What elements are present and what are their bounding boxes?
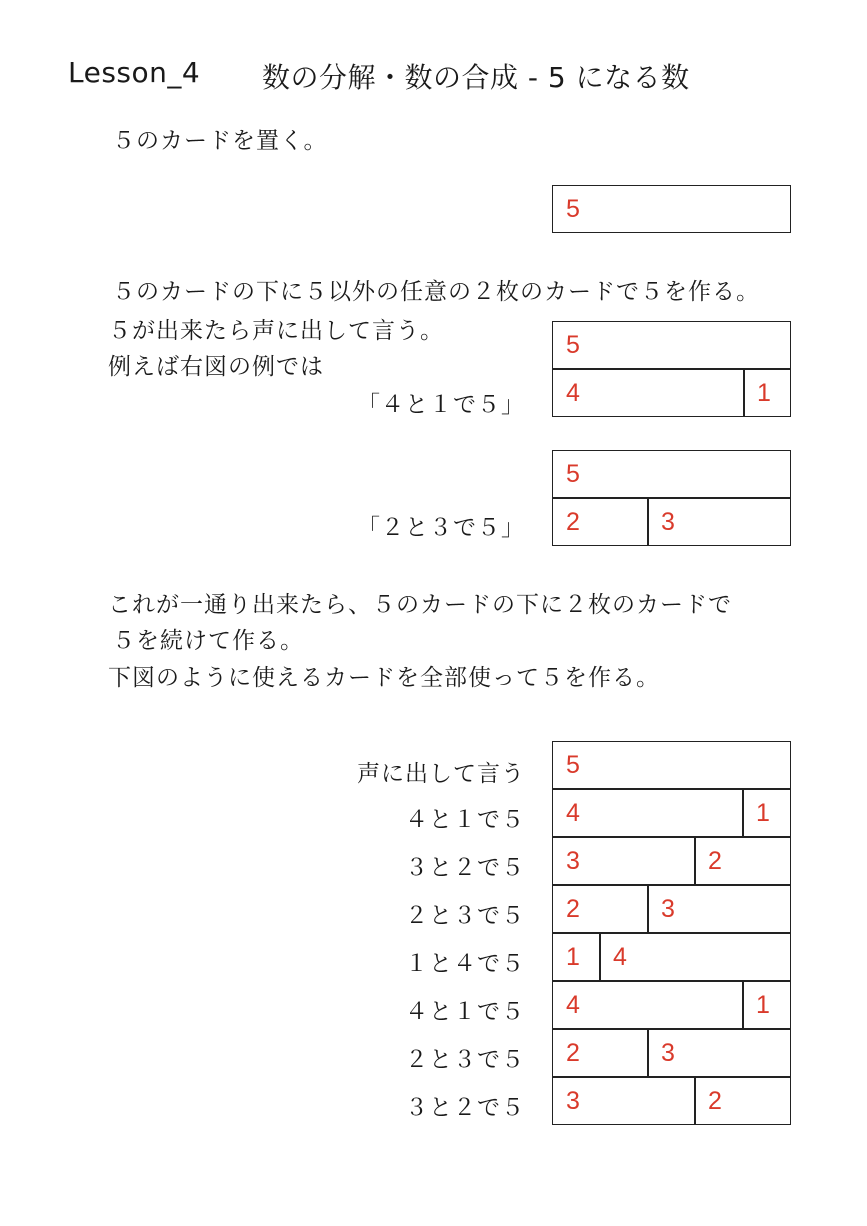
card-part-a: 2 [552, 885, 649, 933]
table-row [552, 837, 791, 885]
card-part-b: 2 [694, 837, 791, 885]
table-row [552, 1077, 791, 1125]
example2-say: 「２と３で５」 [357, 515, 525, 541]
card-part-b: 2 [694, 1077, 791, 1125]
card-part-b: 4 [599, 933, 791, 981]
table-row-say: ３と２で５ [405, 855, 525, 881]
card-part-a: 3 [552, 1077, 696, 1125]
card-part-a: 4 [552, 981, 744, 1029]
table-row-say: ４と１で５ [405, 999, 525, 1025]
step2-line-3: 例えば右図の例では [108, 354, 324, 380]
example2-top-card [552, 450, 791, 498]
table-row [552, 1029, 791, 1077]
step2-line-2: ５が出来たら声に出して言う。 [108, 318, 444, 344]
table-row [552, 981, 791, 1029]
table-row-say: ３と２で５ [405, 1095, 525, 1121]
step3-line-1: これが一通り出来たら、５のカードの下に２枚のカードで [108, 592, 732, 618]
card-part-a: 1 [552, 933, 601, 981]
table-row [552, 885, 791, 933]
step3-line-2: ５を続けて作る。 [112, 628, 304, 654]
step3-line-3: 下図のように使えるカードを全部使って５を作る。 [108, 665, 660, 691]
table-row [552, 933, 791, 981]
card-part-b: 3 [647, 498, 791, 546]
step2-line-1: ５のカードの下に５以外の任意の２枚のカードで５を作る。 [112, 279, 760, 305]
table-row-say: １と４で５ [405, 951, 525, 977]
table-row-say: ２と３で５ [405, 1047, 525, 1073]
card-part-a: 4 [552, 369, 745, 417]
example1-parts [552, 369, 791, 417]
card-part-a: 4 [552, 789, 744, 837]
card-top: 5 [552, 741, 791, 789]
step1-card [552, 185, 791, 233]
card-part-a: 2 [552, 1029, 649, 1077]
card-part-b: 3 [647, 1029, 791, 1077]
example2-parts [552, 498, 791, 546]
table-header-label: 声に出して言う [357, 761, 525, 787]
card-part-b: 3 [647, 885, 791, 933]
card-part-b: 1 [742, 789, 791, 837]
example1-say: 「４と１で５」 [357, 392, 525, 418]
card-part-a: 3 [552, 837, 696, 885]
step1-text: ５のカードを置く。 [112, 128, 328, 154]
card-part-b: 1 [743, 369, 791, 417]
table-row [552, 789, 791, 837]
table-row-say: ２と３で５ [405, 903, 525, 929]
example1-top-card [552, 321, 791, 369]
page-title: 数の分解・数の合成 - 5 になる数 [262, 61, 690, 94]
card-part-a: 2 [552, 498, 649, 546]
table-row-say: ４と１で５ [405, 807, 525, 833]
table-top-card [552, 741, 791, 789]
lesson-label: Lesson_4 [68, 56, 201, 89]
card-top: 5 [552, 450, 791, 498]
card-part-b: 1 [742, 981, 791, 1029]
card-top: 5 [552, 321, 791, 369]
card-five: 5 [552, 185, 791, 233]
